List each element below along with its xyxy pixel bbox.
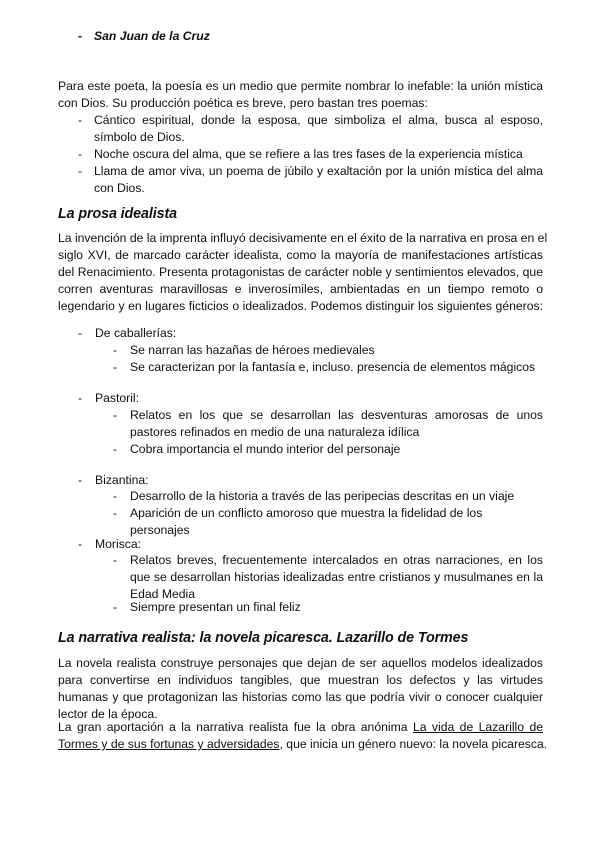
subitem-line: Se narran las hazañas de héroes medievales (130, 343, 375, 357)
prosa-intro-line: legendario y en lugares ficticios o idealizados. Podemos distinguir los siguientes géneros: (58, 299, 543, 313)
subitem-line: que se desarrollan historias idealizadas entre cristianos y musulmanes en la (130, 570, 543, 584)
poem-line: con Dios. (94, 181, 145, 195)
section-heading-realista: La narrativa realista: la novela picaresca. Lazarillo de Tormes (58, 630, 469, 646)
realista-line: humanas y que protagonizan las historias como las que podría vivir o conocer cualquier (58, 690, 543, 704)
subitem-line: Desarrollo de la historia a través de las peripecias descritas en un viaje (130, 489, 515, 503)
dash-marker: - (113, 506, 118, 520)
dash-marker: - (78, 29, 83, 43)
subitem-line: Edad Media (130, 587, 196, 601)
prosa-intro-line: corren aventuras maravillosas e inverosímiles, ambientadas en un tiempo remoto o (58, 282, 543, 296)
dash-marker: - (113, 600, 118, 614)
dash-marker: - (113, 489, 118, 503)
subitem-line: Cobra importancia el mundo interior del personaje (130, 442, 401, 456)
subitem-line: Aparición de un conflicto amoroso que muestra la fidelidad de los personajes (130, 506, 483, 537)
prosa-intro-line: La invención de la imprenta influyó decisivamente en el éxito de la narrativa en prosa en el (58, 231, 548, 245)
realista-line: La novela realista construye personajes que dejan de ser aquellos modelos idealizados (58, 656, 543, 670)
subitem-line: pastores refinados en medio de una naturaleza idílica (130, 425, 420, 439)
dash-marker: - (113, 343, 118, 357)
prosa-intro-line: siglo XVI, de marcado carácter idealista, como la mayoría de manifestaciones artísticas (58, 248, 543, 262)
lazarillo-title-link: La vida de Lazarillo de (412, 720, 543, 734)
dash-marker: - (78, 326, 83, 340)
subitem-line: Se caracterizan por la fantasía e, incluso. presencia de elementos mágicos (130, 360, 536, 374)
lazarillo-title-link: Tormes y de sus fortunas y adversidades (58, 737, 280, 751)
prosa-intro (58, 230, 548, 315)
dash-marker: - (113, 553, 118, 567)
dash-marker: - (113, 408, 118, 422)
sjc-intro (58, 78, 543, 95)
subitem-line: Siempre presentan un final feliz (130, 600, 301, 614)
p2-text: , que inicia un género nuevo: la novela picaresca. (279, 737, 548, 751)
genre-name: De caballerías: (95, 326, 177, 340)
p2-text: La gran aportación a la narrativa realista fue la obra anónima (58, 720, 413, 734)
sjc-heading: San Juan de la Cruz (94, 29, 210, 43)
genre-name: Morisca: (95, 537, 142, 551)
poem-item (58, 112, 543, 146)
sjc-intro-line: Para este poeta, la poesía es un medio que permite nombrar lo inefable: la unión mística (58, 79, 543, 93)
realista-line (58, 719, 543, 736)
dash-marker: - (78, 164, 83, 178)
sjc-intro-line: con Dios. Su producción poética es breve, pero bastan tres poemas: (58, 96, 428, 110)
section-heading-prosa: La prosa idealista (58, 206, 177, 222)
dash-marker: - (78, 113, 83, 127)
subitem-line: Relatos breves, frecuentemente intercalados en otras narraciones, en los (130, 553, 543, 567)
dash-marker: - (113, 442, 118, 456)
dash-marker: - (78, 391, 83, 405)
realista-paragraph-2 (58, 719, 548, 753)
dash-marker: - (78, 473, 83, 487)
genre-name: Bizantina: (95, 473, 149, 487)
genre-name: Pastoril: (95, 391, 140, 405)
poem-line: Llama de amor viva, un poema de júbilo y exaltación por la unión mística del alma (94, 164, 543, 178)
poem-line: símbolo de Dios. (94, 130, 185, 144)
realista-line: lector de la época. (58, 707, 158, 721)
dash-marker: - (78, 537, 83, 551)
realista-line (58, 736, 548, 753)
poem-line: Cántico espiritual, donde la esposa, que simboliza el alma, busca al esposo, (94, 113, 543, 127)
dash-marker: - (113, 360, 118, 374)
realista-line: para convertirse en individuos tangibles, que muestran los defectos y las virtudes (58, 673, 543, 687)
dash-marker: - (78, 147, 83, 161)
prosa-intro-line: del Renacimiento. Presenta protagonistas de carácter noble y sentimientos elevados, que (58, 265, 543, 279)
poem-line: Noche oscura del alma, que se refiere a las tres fases de la experiencia mística (94, 147, 523, 161)
sjc-intro (58, 95, 543, 112)
realista-paragraph-1 (58, 655, 543, 723)
subitem-line: Relatos en los que se desarrollan las desventuras amorosas de unos (130, 408, 543, 422)
